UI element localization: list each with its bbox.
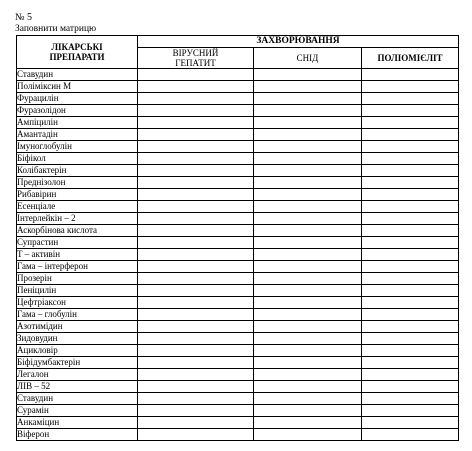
table-row: [17, 417, 459, 429]
task-number: № 5: [15, 12, 33, 23]
matrix-cell[interactable]: [254, 297, 362, 309]
task-instruction: Заповнити матрицю: [15, 24, 97, 34]
table-row: [17, 201, 459, 213]
table-row: [17, 69, 459, 81]
matrix-cell[interactable]: [362, 285, 459, 297]
matrix-cell[interactable]: [362, 309, 459, 321]
table-row: [17, 261, 459, 273]
disease-header-aids: [254, 48, 362, 69]
drug-name-cell: Преднізолон: [17, 177, 138, 189]
table-row: [17, 429, 459, 441]
matrix-cell[interactable]: [254, 177, 362, 189]
matrix-cell[interactable]: [138, 345, 254, 357]
diseases-group-header: ЗАХВОРЮВАННЯ: [138, 36, 459, 48]
drugs-header-line1: ЛІКАРСЬКІ: [51, 42, 103, 52]
matrix-cell[interactable]: [254, 153, 362, 165]
drug-name-cell: Ампіцилін: [17, 117, 138, 129]
disease-header-poliomyelitis: [362, 48, 459, 69]
matrix-cell[interactable]: [362, 93, 459, 105]
matrix-cell[interactable]: [138, 81, 254, 93]
matrix-cell[interactable]: [362, 165, 459, 177]
drug-name-cell: Ставудин: [17, 69, 138, 81]
table-row: [17, 177, 459, 189]
matrix-cell[interactable]: [362, 105, 459, 117]
matrix-cell[interactable]: [254, 69, 362, 81]
disease-header-viral-hepatitis: [138, 48, 254, 69]
table-row: [17, 405, 459, 417]
drug-name-cell: Азотимідин: [17, 321, 138, 333]
matrix-cell[interactable]: [362, 345, 459, 357]
matrix-cell[interactable]: [138, 297, 254, 309]
matrix-cell[interactable]: [362, 81, 459, 93]
drug-name-cell: Пеніцилін: [17, 285, 138, 297]
matrix-cell[interactable]: [138, 165, 254, 177]
matrix-cell[interactable]: [138, 309, 254, 321]
matrix-cell[interactable]: [254, 93, 362, 105]
matrix-cell[interactable]: [254, 165, 362, 177]
table-row: [17, 249, 459, 261]
matrix-cell[interactable]: [138, 129, 254, 141]
drugs-column-header: [17, 36, 138, 69]
matrix-cell[interactable]: [138, 417, 254, 429]
matrix-cell[interactable]: [138, 153, 254, 165]
matrix-cell[interactable]: [362, 69, 459, 81]
table-row: [17, 213, 459, 225]
matrix-cell[interactable]: [254, 381, 362, 393]
table-row: [17, 153, 459, 165]
matrix-cell[interactable]: [362, 189, 459, 201]
drug-name-cell: Ставудин: [17, 393, 138, 405]
matrix-cell[interactable]: [362, 225, 459, 237]
matrix-cell[interactable]: [254, 417, 362, 429]
table-row: [17, 309, 459, 321]
matrix-cell[interactable]: [138, 69, 254, 81]
matrix-cell[interactable]: [254, 393, 362, 405]
drug-name-cell: Біфідумбактерін: [17, 357, 138, 369]
table-row: [17, 165, 459, 177]
drug-name-cell: Колібактерін: [17, 165, 138, 177]
matrix-cell[interactable]: [254, 225, 362, 237]
matrix-cell[interactable]: [138, 105, 254, 117]
disease-header-line1: ПОЛІОМІЄЛІТ: [377, 53, 443, 63]
drug-name-cell: Есенціале: [17, 201, 138, 213]
matrix-cell[interactable]: [138, 285, 254, 297]
matrix-cell[interactable]: [362, 321, 459, 333]
matrix-cell[interactable]: [362, 273, 459, 285]
drug-name-cell: Поліміксин М: [17, 81, 138, 93]
drugs-header-line2: ПРЕПАРАТИ: [49, 52, 105, 62]
table-row: [17, 129, 459, 141]
matrix-cell[interactable]: [138, 333, 254, 345]
drug-name-cell: Інтерлейкін – 2: [17, 213, 138, 225]
matrix-cell[interactable]: [362, 201, 459, 213]
matrix-cell[interactable]: [138, 117, 254, 129]
matrix-cell[interactable]: [362, 369, 459, 381]
drug-disease-matrix: [16, 35, 459, 441]
table-row: [17, 105, 459, 117]
matrix-cell[interactable]: [362, 429, 459, 441]
matrix-cell[interactable]: [138, 201, 254, 213]
drug-name-cell: ЛІВ – 52: [17, 381, 138, 393]
matrix-cell[interactable]: [254, 273, 362, 285]
drug-name-cell: Цефтріаксон: [17, 297, 138, 309]
drug-name-cell: Анкаміцин: [17, 417, 138, 429]
matrix-cell[interactable]: [254, 249, 362, 261]
table-row: [17, 189, 459, 201]
matrix-cell[interactable]: [362, 141, 459, 153]
matrix-cell[interactable]: [254, 369, 362, 381]
matrix-cell[interactable]: [362, 333, 459, 345]
matrix-cell[interactable]: [362, 213, 459, 225]
drug-name-cell: Т – активін: [17, 249, 138, 261]
matrix-cell[interactable]: [254, 309, 362, 321]
matrix-cell[interactable]: [362, 297, 459, 309]
matrix-cell[interactable]: [254, 189, 362, 201]
matrix-cell[interactable]: [138, 357, 254, 369]
drug-name-cell: Імуноглобулін: [17, 141, 138, 153]
matrix-cell[interactable]: [138, 429, 254, 441]
drug-name-cell: Легалон: [17, 369, 138, 381]
matrix-cell[interactable]: [254, 429, 362, 441]
matrix-cell[interactable]: [254, 129, 362, 141]
matrix-cell[interactable]: [362, 405, 459, 417]
matrix-cell[interactable]: [138, 177, 254, 189]
matrix-cell[interactable]: [362, 129, 459, 141]
matrix-cell[interactable]: [138, 237, 254, 249]
disease-header-line1: ВІРУСНИЙ: [172, 48, 219, 58]
drug-name-cell: Рибавірин: [17, 189, 138, 201]
table-row: [17, 225, 459, 237]
table-row: [17, 333, 459, 345]
matrix-cell[interactable]: [254, 285, 362, 297]
table-row: [17, 357, 459, 369]
matrix-cell[interactable]: [254, 405, 362, 417]
disease-header-line1: СНІД: [296, 53, 319, 63]
matrix-cell[interactable]: [138, 405, 254, 417]
matrix-cell[interactable]: [138, 393, 254, 405]
drug-name-cell: Віферон: [17, 429, 138, 441]
matrix-cell[interactable]: [138, 189, 254, 201]
table-row: [17, 321, 459, 333]
matrix-cell[interactable]: [362, 117, 459, 129]
matrix-body: [17, 69, 459, 441]
matrix-cell[interactable]: [138, 225, 254, 237]
table-row: [17, 93, 459, 105]
matrix-cell[interactable]: [362, 237, 459, 249]
table-row: [17, 285, 459, 297]
drug-name-cell: Біфікол: [17, 153, 138, 165]
drug-name-cell: Амантадін: [17, 129, 138, 141]
matrix-cell[interactable]: [254, 81, 362, 93]
table-row: [17, 141, 459, 153]
matrix-cell[interactable]: [138, 213, 254, 225]
matrix-cell[interactable]: [362, 249, 459, 261]
matrix-cell[interactable]: [254, 141, 362, 153]
table-row: [17, 237, 459, 249]
matrix-cell[interactable]: [254, 345, 362, 357]
table-row: [17, 381, 459, 393]
matrix-cell[interactable]: [138, 369, 254, 381]
matrix-cell[interactable]: [254, 261, 362, 273]
matrix-cell[interactable]: [138, 249, 254, 261]
matrix-cell[interactable]: [362, 153, 459, 165]
matrix-cell[interactable]: [254, 321, 362, 333]
table-row: [17, 297, 459, 309]
matrix-cell[interactable]: [254, 117, 362, 129]
table-row: [17, 117, 459, 129]
table-row: [17, 369, 459, 381]
matrix-cell[interactable]: [362, 381, 459, 393]
drug-name-cell: Сурамін: [17, 405, 138, 417]
drug-name-cell: Зидовудин: [17, 333, 138, 345]
matrix-cell[interactable]: [138, 261, 254, 273]
drug-name-cell: Фурацилін: [17, 93, 138, 105]
table-row: [17, 393, 459, 405]
matrix-cell[interactable]: [254, 357, 362, 369]
matrix-cell[interactable]: [362, 417, 459, 429]
matrix-cell[interactable]: [362, 357, 459, 369]
matrix-cell[interactable]: [138, 141, 254, 153]
matrix-cell[interactable]: [138, 321, 254, 333]
drug-name-cell: Гама – інтерферон: [17, 261, 138, 273]
matrix-cell[interactable]: [362, 393, 459, 405]
table-row: [17, 345, 459, 357]
drug-name-cell: Гама – глобулін: [17, 309, 138, 321]
matrix-cell[interactable]: [362, 177, 459, 189]
drug-name-cell: Прозерін: [17, 273, 138, 285]
matrix-cell[interactable]: [138, 381, 254, 393]
matrix-cell[interactable]: [362, 261, 459, 273]
matrix-cell[interactable]: [254, 213, 362, 225]
table-row: [17, 81, 459, 93]
matrix-cell[interactable]: [138, 273, 254, 285]
matrix-cell[interactable]: [254, 105, 362, 117]
drug-name-cell: Аскорбінова кислота: [17, 225, 138, 237]
matrix-cell[interactable]: [254, 237, 362, 249]
table-row: [17, 273, 459, 285]
matrix-cell[interactable]: [138, 93, 254, 105]
matrix-cell[interactable]: [254, 201, 362, 213]
drug-name-cell: Супрастин: [17, 237, 138, 249]
drug-name-cell: Фуразолідон: [17, 105, 138, 117]
matrix-cell[interactable]: [254, 333, 362, 345]
disease-header-line2: ГЕПАТИТ: [175, 58, 216, 68]
drug-name-cell: Ацикловір: [17, 345, 138, 357]
